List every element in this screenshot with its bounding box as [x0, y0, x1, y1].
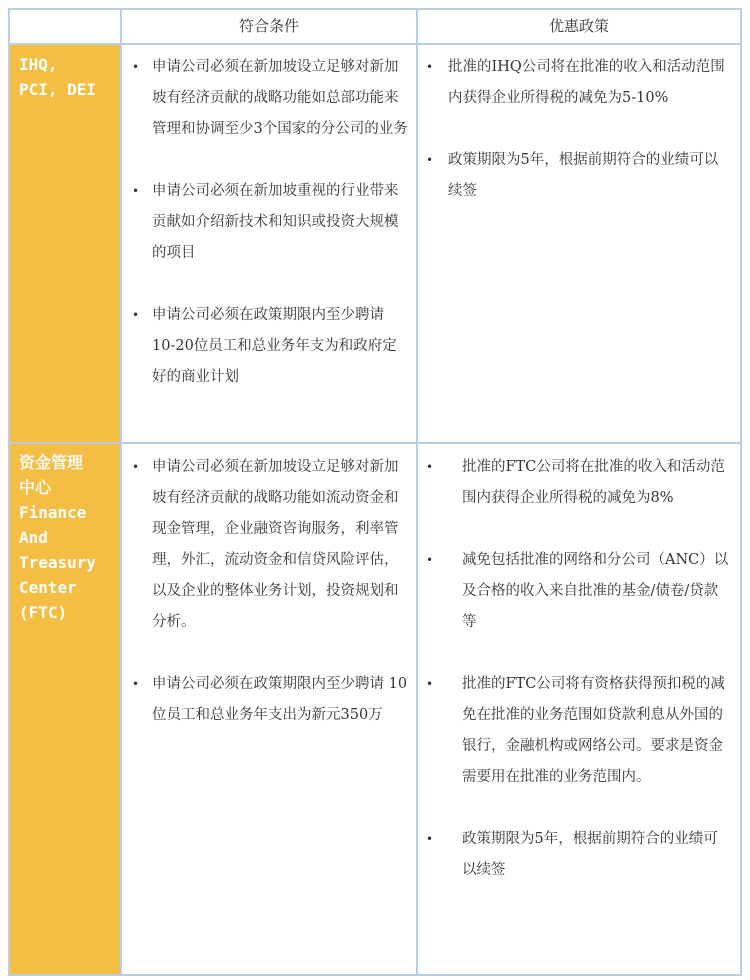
- list-item: • 批准的IHQ公司将在批准的收入和活动范围内获得企业所得税的减免为5-10%: [426, 52, 730, 114]
- list-item: • 批准的FTC公司将有资格获得预扣税的减免在批准的业务范围如贷款利息从外国的银行，金融机构或网络公司。要求是资金需要用在批准的业务范围内。: [426, 669, 732, 793]
- table-border-col1: [120, 8, 122, 976]
- bullet-icon: •: [132, 60, 140, 74]
- bullet-icon: •: [132, 460, 140, 474]
- row-label-ftc: 资金管理 中心 Finance And Treasury Center (FTC): [19, 453, 97, 622]
- list-item: • 申请公司必须在政策期限内至少聘请 10位员工和总业务年支出为新元350万: [132, 669, 408, 731]
- list-item: • 申请公司必须在政策期限内至少聘请 10-20位员工和总业务年支为和政府定好的商业计划: [132, 300, 408, 393]
- bullet-icon: •: [426, 460, 434, 474]
- table-border-left: [8, 8, 10, 976]
- list-item: • 政策期限为5年，根据前期符合的业绩可以续签: [426, 824, 732, 886]
- list-item: • 申请公司必须在新加坡设立足够对新加坡有经济贡献的战略功能如流动资金和现金管理，企业融资咨询服务，利率管理，外汇，流动资金和信贷风险评估，以及企业的整体业务计划，投资规划和分析。: [132, 452, 408, 638]
- row-label-cell-ftc: [9, 444, 120, 975]
- row-label-ihq: IHQ, PCI, DEI: [19, 55, 97, 99]
- list-item: • 批准的FTC公司将在批准的收入和活动范围内获得企业所得税的减免为8%: [426, 452, 732, 514]
- list-item: • 减免包括批准的网络和分公司（ANC）以及合格的收入来自批准的基金/债卷/贷款等: [426, 545, 732, 638]
- table-border-col2: [416, 8, 418, 976]
- row-label-cell-ihq: [9, 44, 120, 442]
- bullet-icon: •: [426, 677, 434, 691]
- bullet-icon: •: [426, 60, 434, 74]
- header-benefits: 优惠政策: [548, 17, 609, 35]
- table-border-header: [8, 43, 742, 45]
- list-item: • 申请公司必须在新加坡重视的行业带来贡献如介绍新技术和知识或投资大规模的项目: [132, 176, 408, 269]
- bullet-icon: •: [426, 553, 434, 567]
- list-item: • 申请公司必须在新加坡设立足够对新加坡有经济贡献的战略功能如总部功能来管理和协调至少3个国家的分公司的业务: [132, 52, 408, 145]
- ihq-conditions-list: [132, 52, 408, 393]
- bullet-icon: •: [132, 184, 140, 198]
- header-conditions: 符合条件: [238, 17, 299, 35]
- ftc-benefits-list: [426, 452, 732, 886]
- bullet-icon: •: [132, 308, 140, 322]
- table-border-row1: [8, 442, 742, 444]
- ihq-benefits-list: [426, 52, 730, 207]
- table-border-bottom: [8, 974, 742, 976]
- bullet-icon: •: [426, 832, 434, 846]
- table-border-right: [740, 8, 742, 976]
- bullet-icon: •: [132, 677, 140, 691]
- ftc-conditions-list: [132, 452, 408, 731]
- list-item: • 政策期限为5年，根据前期符合的业绩可以续签: [426, 145, 730, 207]
- bullet-icon: •: [426, 153, 434, 167]
